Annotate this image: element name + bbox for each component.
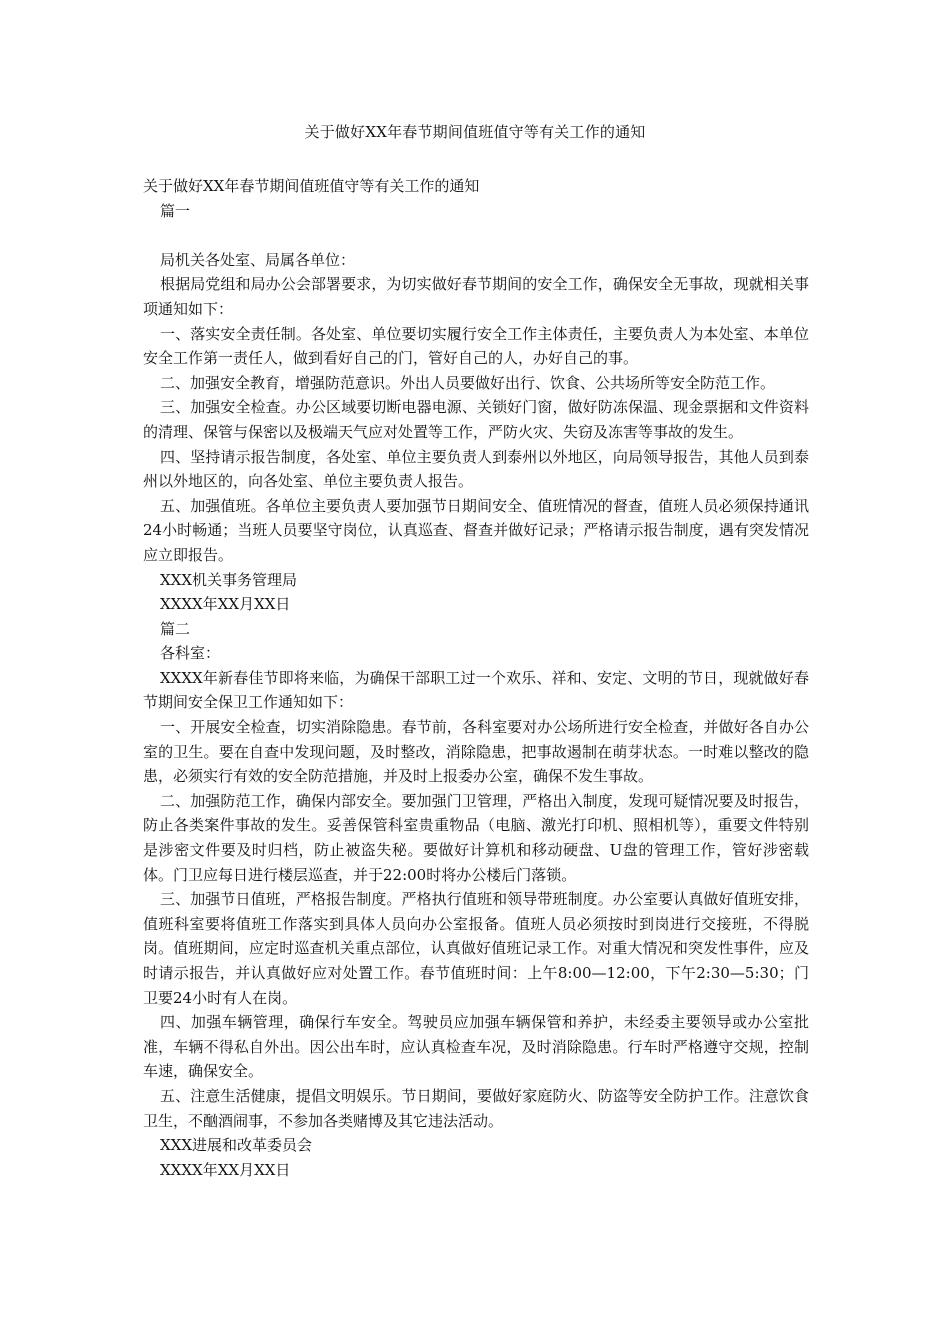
part1-date: XXXX年XX月XX日 (160, 595, 291, 614)
part1-intro: 根据局党组和局办公会部署要求，为切实做好春节期间的安全工作，确保安全无事故，现就相关事项通知如下： (143, 275, 809, 318)
part1-item-5: 五、加强值班。各单位主要负责人要加强节日期间安全、值班情况的督查，值班人员必须保持通讯24小时畅通；当班人员要坚守岗位，认真巡查、督查并做好记录；严格请示报告制度，遇有突发情况应立即报告。 (143, 496, 809, 564)
part2-item-2: 二、加强防范工作，确保内部安全。要加强门卫管理，严格出入制度，发现可疑情况要及时报告，防止各类案件事故的发生。妥善保管科室贵重物品（电脑、激光打印机、照相机等），重要文件特别是涉密文件要及时归档，防止被盗失秘。要做好计算机和移动硬盘、U盘的管理工作，管好涉密载体。门卫应每日进行楼层巡查，并于22:00时将办公楼后门落锁。 (143, 791, 809, 884)
part1-addressee: 局机关各处室、局属各单位： (160, 250, 356, 269)
part2-item-5: 五、注意生活健康，提倡文明娱乐。节日期间，要做好家庭防火、防盗等安全防护工作。注意饮食卫生，不酗酒闹事，不参加各类赌博及其它违法活动。 (143, 1086, 809, 1130)
part1-heading: 篇一 (160, 201, 191, 220)
part1-item-3: 三、加强安全检查。办公区域要切断电器电源、关锁好门窗，做好防冻保温、现金票据和文件资料的清理、保管与保密以及极端天气应对处置等工作，严防火灾、失窃及冻害等事故的发生。 (143, 398, 809, 441)
part1-item-4: 四、坚持请示报告制度，各处室、单位主要负责人到泰州以外地区，向局领导报告，其他人员到泰州以外地区的，向各处室、单位主要负责人报告。 (143, 447, 809, 491)
part2-item-1: 一、开展安全检查，切实消除隐患。春节前，各科室要对办公场所进行安全检查，并做好各自办公室的卫生。要在自查中发现问题，及时整改，消除隐患，把事故遏制在萌芽状态。一时难以整改的隐患，必须实行有效的安全防范措施，并及时上报委办公室，确保不发生事故。 (143, 718, 809, 786)
part2-item-3: 三、加强节日值班，严格报告制度。严格执行值班和领导带班制度。办公室要认真做好值班安排，值班科室要将值班工作落实到具体人员向办公室报备。值班人员必须按时到岗进行交接班，不得脱岗。值班期间，应定时巡查机关重点部位，认真做好值班记录工作。对重大情况和突发性事件，应及时请示报告，并认真做好应对处置工作。春节值班时间：上午8:00—12:00，下午2:30—5:30；门卫要24小时有人在岗。 (143, 890, 809, 1007)
document-subtitle: 关于做好XX年春节期间值班值守等有关工作的通知 (143, 177, 480, 195)
document-body (143, 174, 809, 1182)
page-title: 关于做好XX年春节期间值班值守等有关工作的通知 (304, 123, 646, 141)
part2-date: XXXX年XX月XX日 (160, 1160, 291, 1179)
part1-item-2: 二、加强安全教育，增强防范意识。外出人员要做好出行、饮食、公共场所等安全防范工作。 (160, 373, 776, 392)
part2-addressee: 各科室： (160, 644, 221, 663)
part1-item-1: 一、落实安全责任制。各处室、单位要切实履行安全工作主体责任，主要负责人为本处室、本单位安全工作第一责任人，做到看好自己的门，管好自己的人，办好自己的事。 (143, 324, 809, 368)
part2-heading: 篇二 (160, 619, 191, 638)
part2-intro: XXXX年新春佳节即将来临，为确保干部职工过一个欢乐、祥和、安定、文明的节日，现就做好春节期间安全保卫工作通知如下： (143, 668, 809, 712)
part2-item-4: 四、加强车辆管理，确保行车安全。驾驶员应加强车辆保管和养护，未经委主要领导或办公室批准，车辆不得私自外出。因公出车时，应认真检查车况，及时消除隐患。行车时严格遵守交规，控制车速，确保安全。 (143, 1013, 809, 1081)
part1-signature: XXX机关事务管理局 (160, 570, 298, 589)
blank-line (143, 223, 809, 248)
part2-signature: XXX进展和改革委员会 (160, 1136, 313, 1155)
